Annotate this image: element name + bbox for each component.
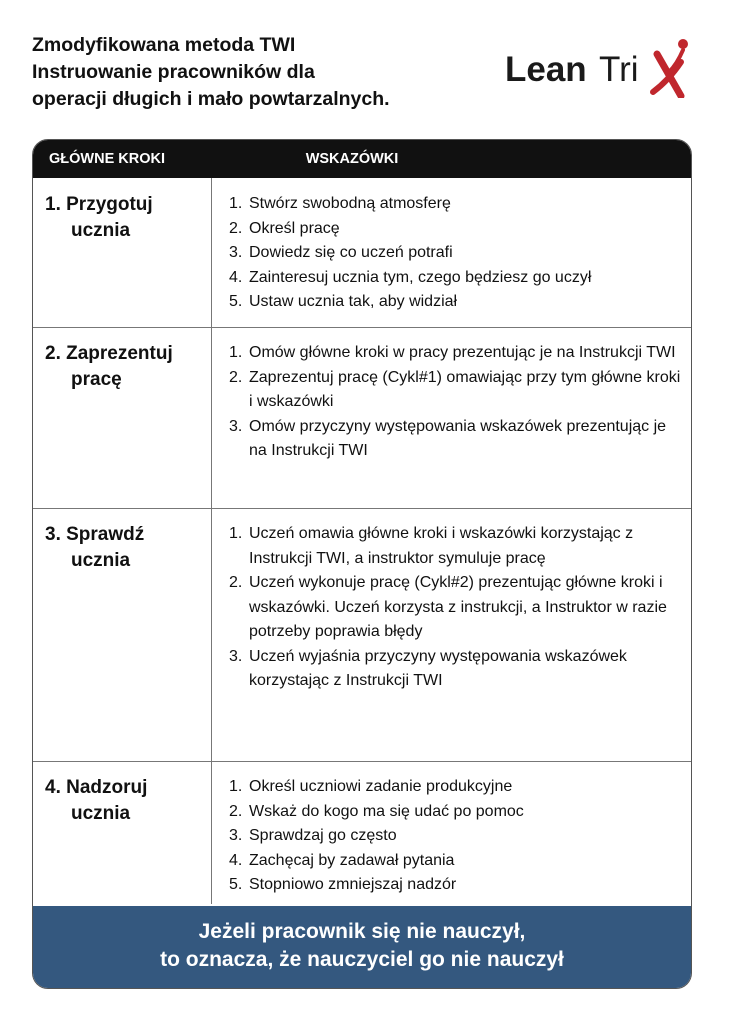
- tip-number: 1.: [229, 525, 243, 542]
- tip-number: 4.: [229, 268, 243, 286]
- main-step: [45, 192, 210, 244]
- column-header-main-steps: GŁÓWNE KROKI: [49, 151, 165, 167]
- title-line: operacji długich i mało powtarzalnych.: [32, 88, 390, 110]
- table-row: [33, 327, 691, 509]
- tip-number: 3.: [229, 244, 243, 261]
- list-item: [229, 217, 685, 242]
- main-step: [45, 341, 210, 393]
- document-title: [32, 32, 492, 113]
- tip-text: Uczeń wyjaśnia przyczyny występowania wskazówek korzystając z Instrukcji TWI: [249, 647, 627, 689]
- step-title: 4. Nadzoruj: [45, 777, 148, 798]
- tips-list: [229, 522, 685, 694]
- tip-number: 2.: [229, 574, 243, 591]
- main-step: [45, 522, 210, 574]
- tip-number: 1.: [229, 344, 243, 361]
- tip-text: Wskaż do kogo ma się udać po pomoc: [249, 802, 524, 820]
- footer-line: to oznacza, że nauczyciel go nie nauczył: [160, 948, 564, 971]
- list-item: [229, 241, 685, 266]
- step-subtitle: pracę: [71, 369, 122, 390]
- tip-text: Zachęcaj by zadawał pytania: [249, 851, 455, 869]
- list-item: [229, 341, 685, 366]
- list-item: [229, 873, 685, 898]
- twi-table: [32, 139, 692, 989]
- tip-text: Uczeń wykonuje pracę (Cykl#2) prezentując główne kroki i wskazówki. Uczeń korzysta z instrukcji, a Instruktor w razie potrzeby poprawia błędy: [249, 574, 667, 640]
- list-item: [229, 192, 685, 217]
- tip-number: 3.: [229, 647, 243, 665]
- step-subtitle: ucznia: [71, 550, 131, 571]
- main-step: [45, 775, 210, 827]
- step-title: 2. Zaprezentuj: [45, 343, 173, 364]
- tip-number: 5.: [229, 876, 243, 893]
- tip-number: 2.: [229, 219, 243, 237]
- tip-text: Dowiedz się co uczeń potrafi: [249, 244, 453, 261]
- tips-list: [229, 775, 685, 898]
- tip-number: 2.: [229, 802, 243, 820]
- tip-text: Omów główne kroki w pracy prezentując je na Instrukcji TWI: [249, 344, 676, 361]
- tip-text: Zaprezentuj pracę (Cykl#1) omawiając przy tym główne kroki i wskazówki: [249, 368, 681, 410]
- logo-x-mark-icon: [653, 39, 688, 96]
- tip-number: 3.: [229, 417, 243, 435]
- tip-number: 5.: [229, 293, 243, 310]
- footer-banner: [33, 906, 691, 988]
- list-item: [229, 645, 685, 694]
- tip-text: Stopniowo zmniejszaj nadzór: [249, 876, 457, 893]
- tip-number: 1.: [229, 195, 243, 212]
- table-header: [33, 140, 691, 178]
- logo-text-main: Lean: [505, 50, 587, 89]
- tip-number: 1.: [229, 778, 243, 795]
- tip-text: Ustaw ucznia tak, aby widział: [249, 293, 458, 310]
- step-title: 3. Sprawdź: [45, 524, 145, 545]
- tip-text: Omów przyczyny występowania wskazówek prezentując je na Instrukcji TWI: [249, 417, 667, 459]
- tip-text: Stwórz swobodną atmosferę: [249, 195, 451, 212]
- tip-text: Określ pracę: [249, 219, 340, 237]
- list-item: [229, 266, 685, 291]
- tip-text: Uczeń omawia główne kroki i wskazówki korzystając z Instrukcji TWI, a instruktor symuluje pracę: [249, 525, 634, 567]
- table-row: [33, 178, 691, 328]
- step-subtitle: ucznia: [71, 220, 131, 241]
- tip-text: Określ uczniowi zadanie produkcyjne: [249, 778, 513, 795]
- footer-line: Jeżeli pracownik się nie nauczył,: [198, 920, 526, 943]
- leantrix-logo: [505, 34, 695, 98]
- list-item: [229, 522, 685, 571]
- table-row: [33, 508, 691, 762]
- list-item: [229, 571, 685, 645]
- list-item: [229, 849, 685, 874]
- step-title: 1. Przygotuj: [45, 194, 153, 215]
- tip-number: 2.: [229, 368, 243, 386]
- title-line: Zmodyfikowana metoda TWI: [32, 34, 296, 56]
- list-item: [229, 290, 685, 315]
- list-item: [229, 775, 685, 800]
- title-line: Instruowanie pracowników dla: [32, 61, 315, 83]
- tips-list: [229, 341, 685, 464]
- list-item: [229, 366, 685, 415]
- logo-text-accent: Tri: [599, 50, 639, 89]
- column-header-tips: WSKAZÓWKI: [305, 151, 399, 167]
- tip-text: Zainteresuj ucznia tym, czego będziesz go uczył: [249, 268, 592, 286]
- table-row: [33, 761, 691, 908]
- list-item: [229, 824, 685, 849]
- step-subtitle: ucznia: [71, 803, 131, 824]
- tips-list: [229, 192, 685, 315]
- list-item: [229, 800, 685, 825]
- tip-number: 3.: [229, 827, 243, 844]
- tip-text: Sprawdzaj go często: [249, 827, 397, 844]
- list-item: [229, 415, 685, 464]
- tip-number: 4.: [229, 851, 243, 869]
